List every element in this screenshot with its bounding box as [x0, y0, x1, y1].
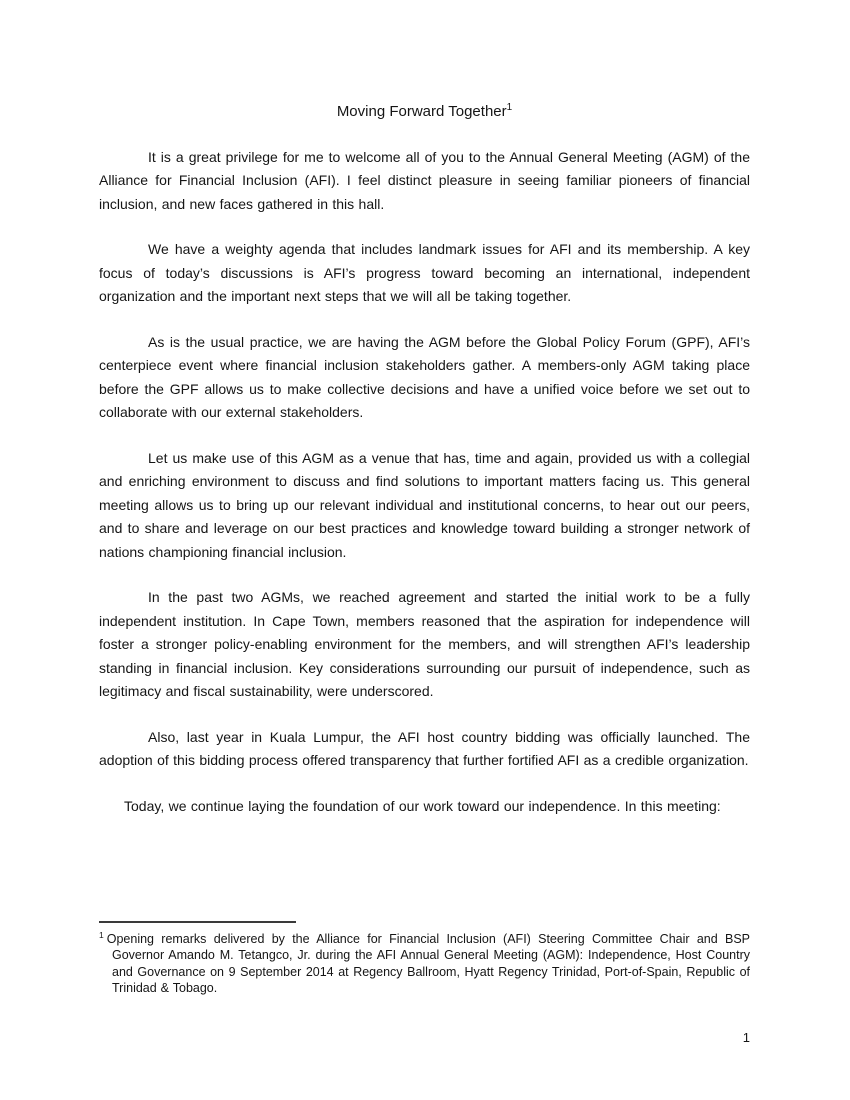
- paragraph-today: Today, we continue laying the foundation of our work toward our independence. In this meeting:: [124, 797, 721, 814]
- footnote-text: Opening remarks delivered by the Alliance for Financial Inclusion (AFI) Steering Committee Chair and BSP Governor Amando M. Tetangco, Jr. during the AFI Annual General Meeting (AGM): Independence, Host Country and Governance on 9 September 2014 at Regency Ballroom, Hyatt Regency Trinidad, Port-of-Spain, Republic of Trinidad & Tobago.: [106, 932, 750, 996]
- page-title: [99, 100, 750, 124]
- title-footnote-ref: 1: [506, 102, 513, 113]
- footnote-separator-rule: [99, 921, 296, 923]
- paragraph-agenda: We have a weighty agenda that includes landmark issues for AFI and its membership. A key focus of today’s discussions is AFI’s progress toward becoming an international, independent organization and the important next steps that we will all be taking together.: [99, 241, 750, 304]
- paragraph-welcome: It is a great privilege for me to welcome all of you to the Annual General Meeting (AGM) of the Alliance for Financial Inclusion (AFI). I feel distinct pleasure in seeing familiar pioneers of financial inclusion, and new faces gathered in this hall.: [99, 148, 750, 212]
- page-number: 1: [742, 1030, 750, 1045]
- page-title-text: Moving Forward Together: [336, 103, 507, 120]
- paragraph-past-agms: In the past two AGMs, we reached agreement and started the initial work to be a fully independent institution. In Cape Town, members reasoned that the aspiration for independence will foster a stronger policy-enabling environment for the members, and will strengthen AFI’s leadership standing in financial inclusion. Key considerations surrounding our pursuit of independence, such as legitimacy and fiscal sustainability, were underscored.: [99, 589, 750, 699]
- paragraph-agm-before-gpf: As is the usual practice, we are having the AGM before the Global Policy Forum (GPF), AFI’s centerpiece event where financial inclusion stakeholders gather. A members-only AGM taking place before the GPF allows us to make collective decisions and have a unified voice before we set out to collaborate with our external stakeholders.: [99, 333, 750, 420]
- paragraph-venue: Let us make use of this AGM as a venue that has, time and again, provided us with a collegial and enriching environment to discuss and find solutions to important matters facing us. This general meeting allows us to bring up our relevant individual and institutional concerns, to hear out our peers, and to share and leverage on our best practices and knowledge toward building a stronger network of nations championing financial inclusion.: [99, 449, 750, 560]
- footnote-marker: 1: [99, 929, 104, 940]
- paragraph-host-country-bidding: Also, last year in Kuala Lumpur, the AFI host country bidding was officially launched. The adoption of this bidding process offered transparency that further fortified AFI as a credible organization.: [99, 728, 750, 768]
- document-body: [99, 100, 750, 840]
- footnote-section: [99, 921, 750, 997]
- footnote: [99, 931, 750, 997]
